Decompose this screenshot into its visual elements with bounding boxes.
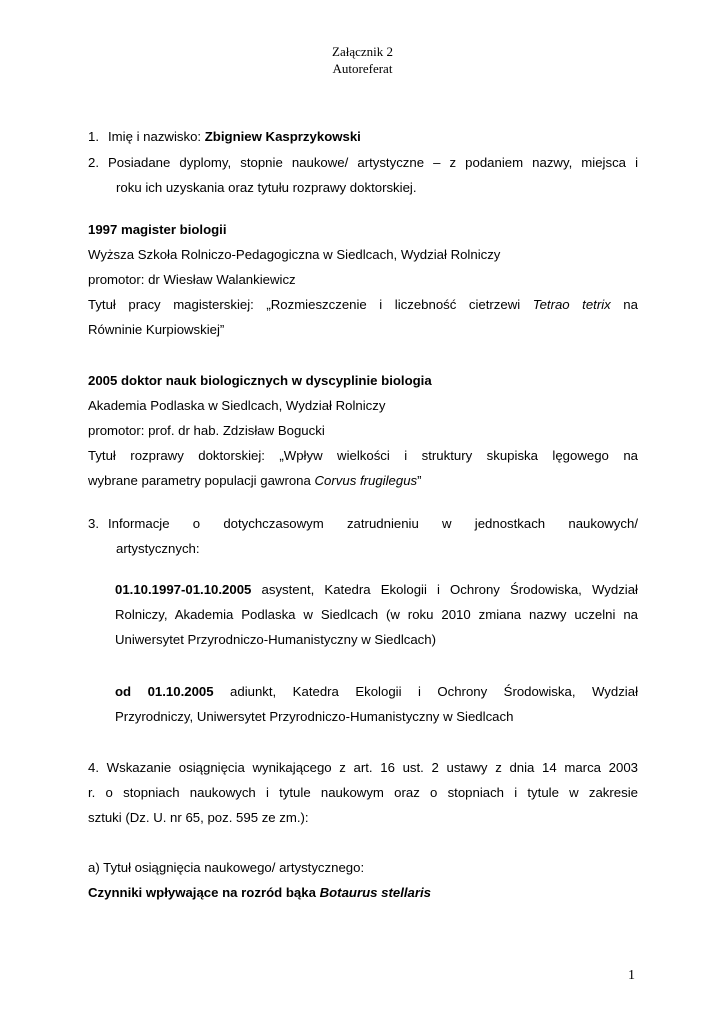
item-3-line-1 [88, 515, 638, 532]
item-2-number: 2. [88, 155, 99, 170]
degree-1-thesis-text: Tytuł pracy magisterskiej: „Rozmieszczenie i liczebność cietrzewi [88, 297, 533, 312]
degree-2-thesis-end: ” [417, 473, 422, 488]
degree-2-thesis-species: Corvus frugilegus [314, 473, 418, 488]
degree-1-thesis-line-2: Równinie Kurpiowskiej” [88, 322, 225, 337]
degree-2-thesis-line-2 [88, 472, 638, 489]
header-title: Autoreferat [332, 61, 393, 76]
job-2-text: adiunkt, Katedra Ekologii i Ochrony Środowiska, Wydział [213, 684, 638, 699]
job-2-line-2: Przyrodniczy, Uniwersytet Przyrodniczo-Humanistyczny w Siedlcach [115, 709, 514, 724]
degree-2-title: 2005 doktor nauk biologicznych w dyscyplinie biologia [88, 373, 432, 388]
item-2-line-1 [88, 154, 638, 171]
achievement-title-species: Botaurus stellaris [319, 885, 431, 900]
header-annex: Załącznik 2 [332, 44, 393, 59]
item-1-number: 1. [88, 129, 99, 144]
degree-1-promoter: promotor: dr Wiesław Walankiewicz [88, 272, 296, 287]
degree-2-thesis-text: wybrane parametry populacji gawrona [88, 473, 315, 488]
item-1 [88, 128, 638, 145]
degree-1-school: Wyższa Szkoła Rolniczo-Pedagogiczna w Siedlcach, Wydział Rolniczy [88, 247, 501, 262]
item-2-text: Posiadane dyplomy, stopnie naukowe/ artystyczne – z podaniem nazwy, miejsca i [108, 155, 638, 170]
job-1-dates: 01.10.1997-01.10.2005 [115, 582, 252, 597]
item-2-line-2: roku ich uzyskania oraz tytułu rozprawy doktorskiej. [116, 180, 417, 195]
job-1-line-2: Rolniczy, Akademia Podlaska w Siedlcach (w roku 2010 zmiana nazwy uczelni na [115, 607, 638, 622]
page-number: 1 [628, 968, 635, 983]
item-4-line-3: sztuki (Dz. U. nr 65, poz. 595 ze zm.): [88, 810, 309, 825]
item-1-label: Imię i nazwisko: [108, 129, 205, 144]
achievement-title [88, 884, 638, 901]
job-1-text: asystent, Katedra Ekologii i Ochrony Środowiska, Wydział [251, 582, 638, 597]
job-1-line-1 [115, 581, 638, 598]
item-3-text: Informacje o dotychczasowym zatrudnieniu w jednostkach naukowych/ [108, 516, 638, 531]
item-4-line-1: 4. Wskazanie osiągnięcia wynikającego z art. 16 ust. 2 ustawy z dnia 14 marca 2003 [88, 760, 638, 775]
item-3-line-2: artystycznych: [116, 541, 200, 556]
degree-1-thesis-end: na [610, 297, 638, 312]
degree-1-thesis-species: Tetrao tetrix [532, 297, 611, 312]
job-2-line-1 [115, 683, 638, 700]
degree-2-promoter: promotor: prof. dr hab. Zdzisław Bogucki [88, 423, 325, 438]
author-name: Zbigniew Kasprzykowski [204, 129, 361, 144]
job-1-line-3: Uniwersytet Przyrodniczo-Humanistyczny w Siedlcach) [115, 632, 436, 647]
item-4-line-2: r. o stopniach naukowych i tytule naukowym oraz o stopniach i tytule w zakresie [88, 785, 638, 800]
achievement-title-text: Czynniki wpływające na rozród bąka [88, 885, 320, 900]
item-3-number: 3. [88, 516, 99, 531]
degree-1-title: 1997 magister biologii [88, 222, 227, 237]
degree-2-school: Akademia Podlaska w Siedlcach, Wydział Rolniczy [88, 398, 386, 413]
item-4a-label: a) Tytuł osiągnięcia naukowego/ artystycznego: [88, 860, 365, 875]
degree-1-thesis [88, 296, 638, 313]
degree-2-thesis: Tytuł rozprawy doktorskiej: „Wpływ wielkości i struktury skupiska lęgowego na [88, 448, 638, 463]
job-2-dates: od 01.10.2005 [115, 684, 214, 699]
